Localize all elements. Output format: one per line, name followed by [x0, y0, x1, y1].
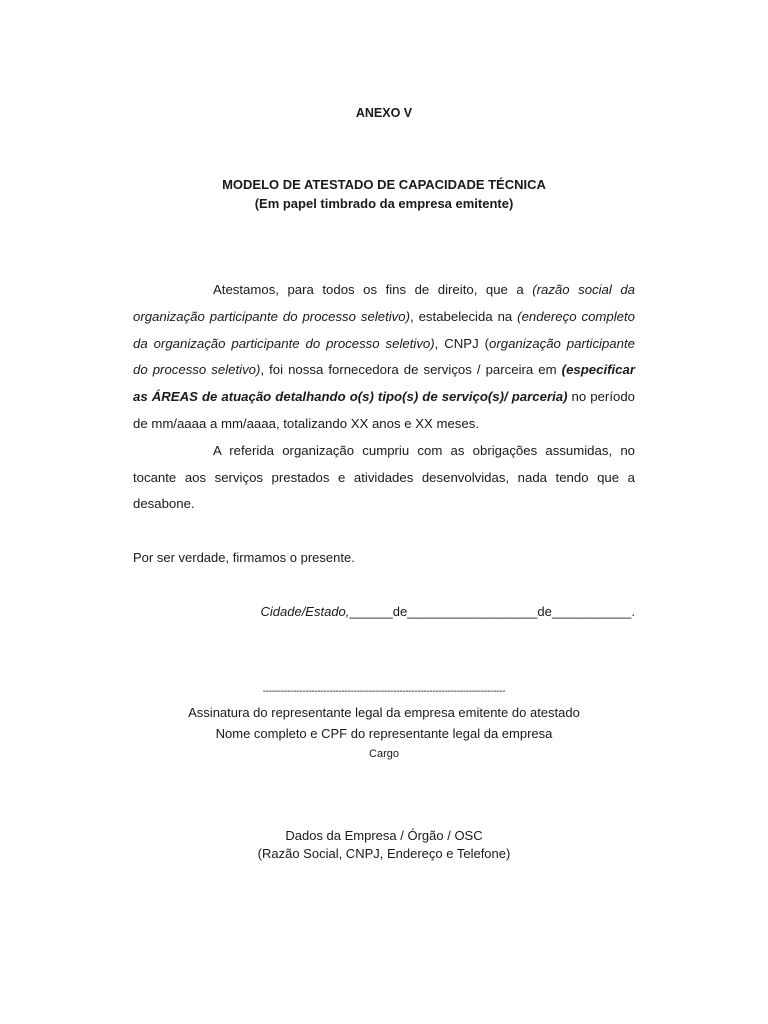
attestation-body [133, 277, 635, 518]
p1-text-e: , CNPJ ( [434, 335, 490, 351]
role-label: Cargo [369, 748, 399, 760]
p1-company-name-placeholder: (razão social da organização participante do processo seletivo) [133, 282, 635, 324]
company-data-label: Dados da Empresa / Órgão / OSC [285, 828, 483, 843]
p1-text-a: Atestamos, para todos os fins de direito, que a [213, 282, 533, 297]
company-data-details: (Razão Social, CNPJ, Endereço e Telefone) [257, 846, 511, 861]
document-subtitle: (Em papel timbrado da empresa emitente) [254, 196, 514, 211]
paragraph-attestation [133, 277, 635, 438]
closing-statement: Por ser verdade, firmamos o presente. [133, 550, 355, 565]
signature-line: -------------------------------------------------------------------------------- [262, 686, 506, 697]
p1-areas-placeholder: (especificar as ÁREAS de atuação detalhando o(s) tipo(s) de serviço(s)/ parceria) [133, 362, 635, 405]
signature-label: Assinatura do representante legal da empresa emitente do atestado [188, 705, 580, 720]
representative-name-label: Nome completo e CPF do representante legal da empresa [215, 726, 553, 741]
date-blanks: ______de__________________de___________. [349, 604, 635, 619]
p1-cnpj-placeholder: organização participante do processo seletivo) [133, 335, 635, 378]
document-title: MODELO DE ATESTADO DE CAPACIDADE TÉCNICA [222, 177, 546, 192]
p1-text-g: , foi nossa fornecedora de serviços / parceira em [260, 362, 562, 378]
city-state-label: Cidade/Estado, [260, 604, 350, 619]
p1-text-i: no período de mm/aaaa a mm/aaaa, totalizando XX anos e XX meses. [133, 389, 635, 431]
date-line [261, 604, 636, 619]
p1-text-c: , estabelecida na [410, 308, 518, 324]
annex-heading: ANEXO V [355, 106, 413, 120]
paragraph-compliance: A referida organização cumpriu com as obrigações assumidas, no tocante aos serviços prestados e atividades desenvolvidas, nada tendo que a desabone. [133, 442, 635, 512]
p1-address-placeholder: (endereço completo da organização participante do processo seletivo) [133, 308, 635, 351]
